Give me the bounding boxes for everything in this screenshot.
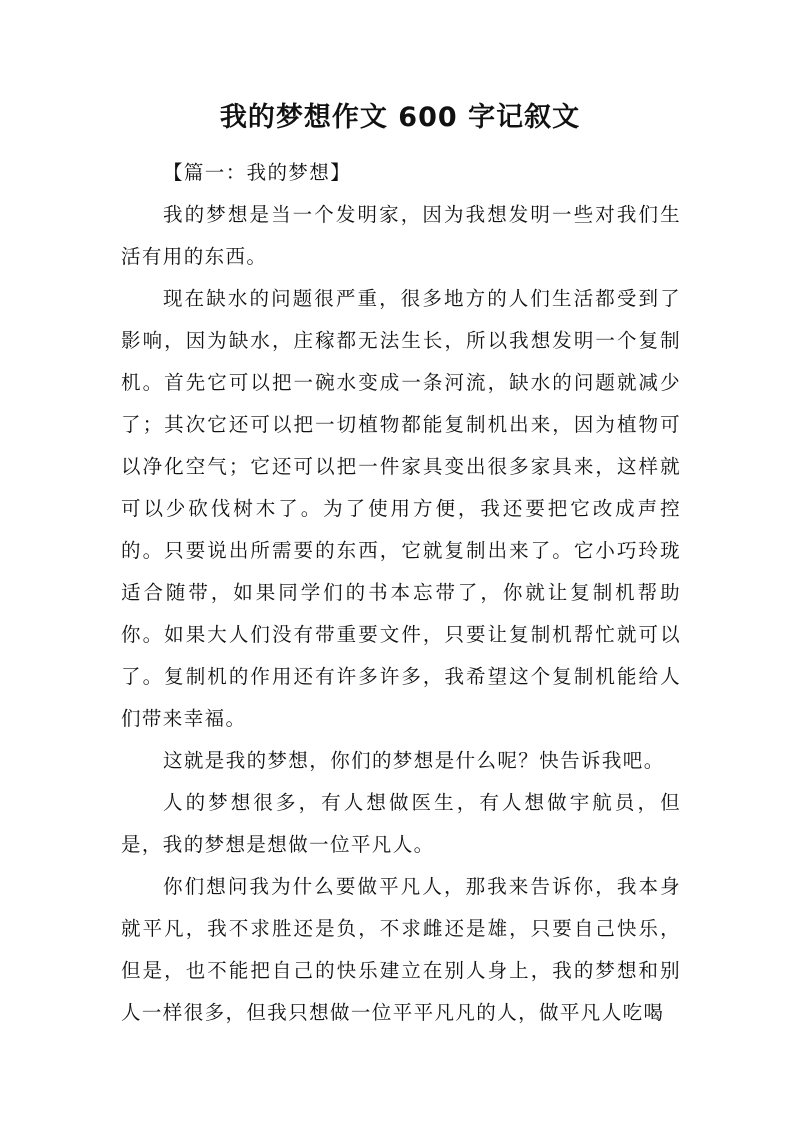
paragraph-1: 我的梦想是当一个发明家，因为我想发明一些对我们生活有用的东西。 — [121, 203, 681, 268]
paragraph-4: 人的梦想很多，有人想做医生，有人想做宇航员，但是，我的梦想是想做一位平凡人。 — [121, 791, 681, 856]
paragraph-3: 这就是我的梦想，你们的梦想是什么呢？快告诉我吧。 — [163, 749, 665, 772]
section-heading: 【篇一：我的梦想】 — [163, 161, 352, 184]
paragraph-5: 你们想问我为什么要做平凡人，那我来告诉你，我本身就平凡，我不求胜还是负，不求雌还是雄，只要自己快乐，但是，也不能把自己的快乐建立在别人身上，我的梦想和别人一样很多，但我只想做一位平平凡凡的人，做平凡人吃喝 — [121, 875, 681, 1024]
document-body — [121, 152, 681, 1034]
document-title: 我的梦想作文 600 字记叙文 — [219, 102, 581, 133]
paragraph-2: 现在缺水的问题很严重，很多地方的人们生活都受到了影响，因为缺水，庄稼都无法生长，所以我想发明一个复制机。首先它可以把一碗水变成一条河流，缺水的问题就减少了；其次它还可以把一切植物都能复制机出来，因为植物可以净化空气；它还可以把一件家具变出很多家具来，这样就可以少砍伐树木了。为了使用方便，我还要把它改成声控的。只要说出所需要的东西，它就复制出来了。它小巧玲珑适合随带，如果同学们的书本忘带了，你就让复制机帮助你。如果大人们没有带重要文件，只要让复制机帮忙就可以了。复制机的作用还有许多许多，我希望这个复制机能给人们带来幸福。 — [121, 287, 681, 730]
